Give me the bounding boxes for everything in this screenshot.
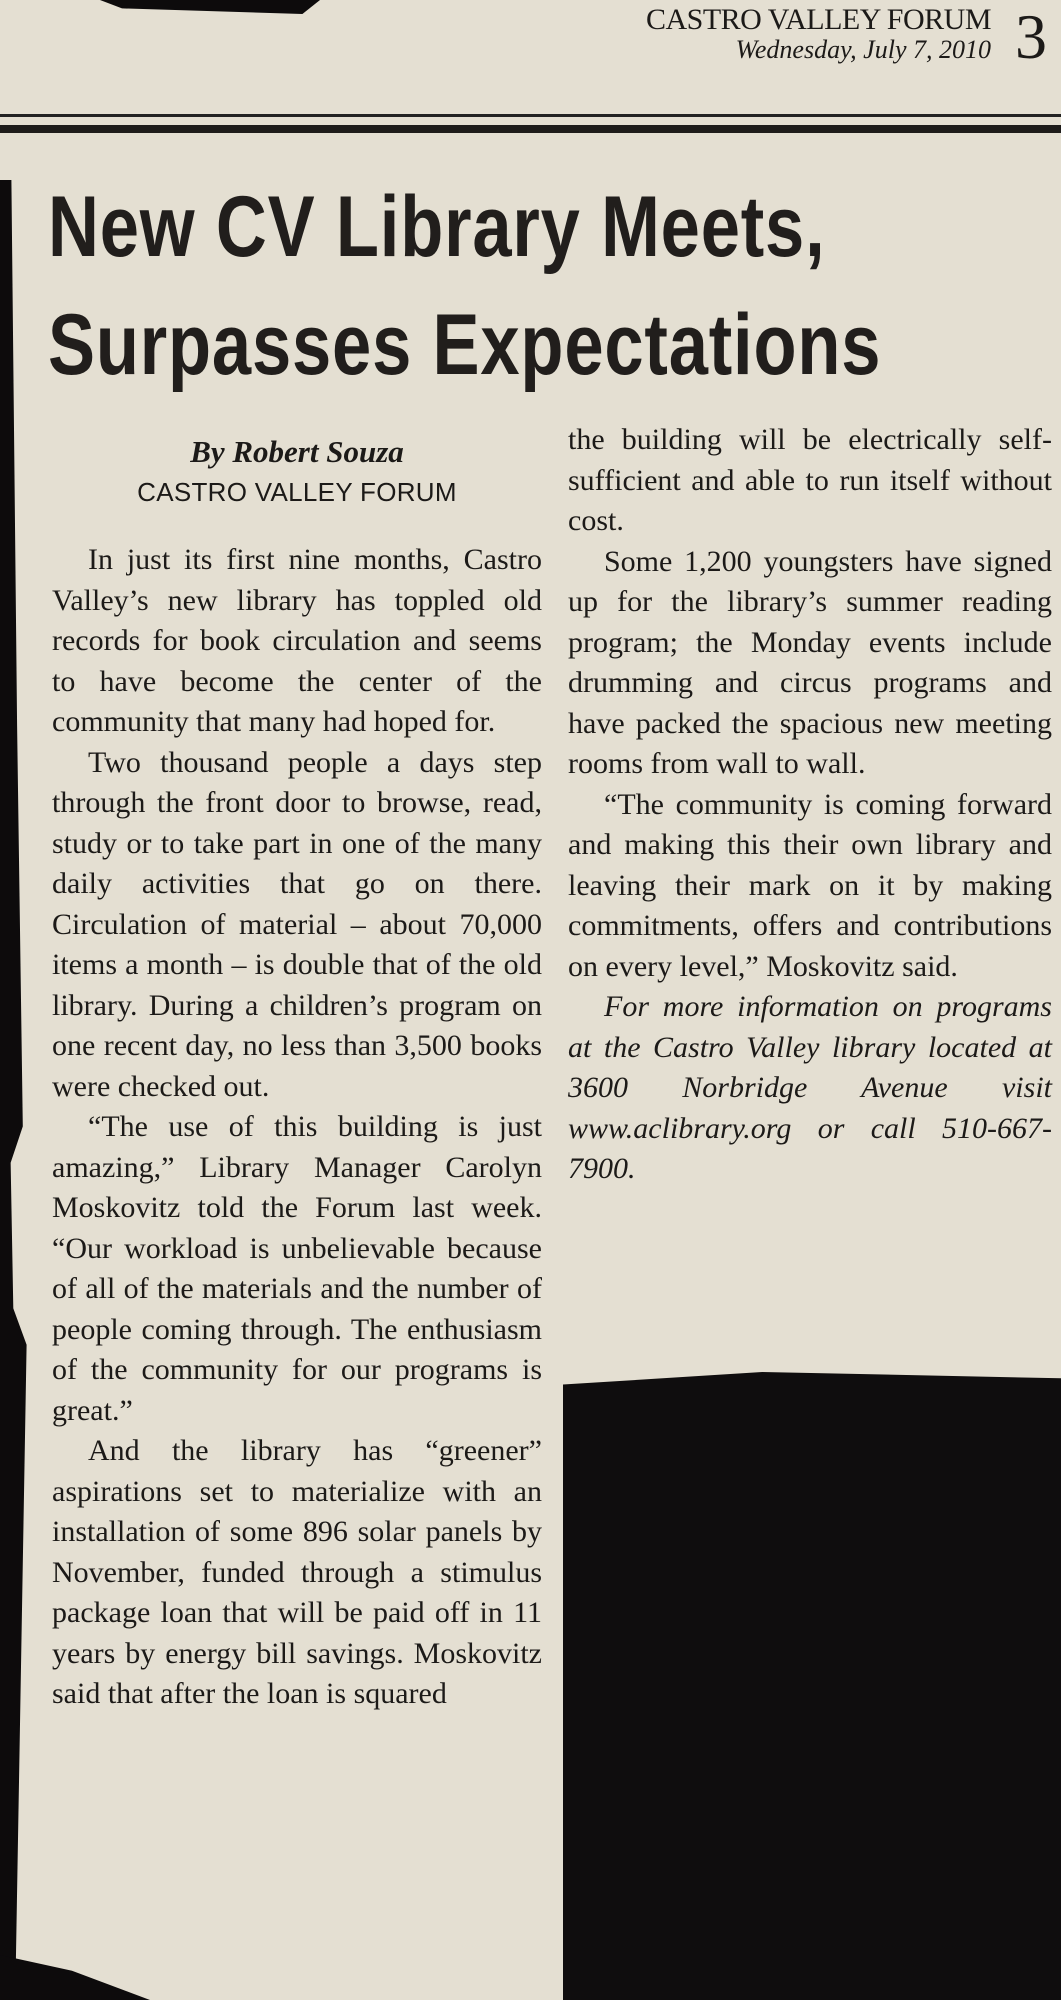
paragraph: Two thousand people a days step through the front door to browse, read, study or to take part in one of the many daily activities that go on there. Circulation of material – about 70,000 items a month – is double that of the old library. During a children’s program on one recent day, no less than 3,500 books were checked out. (52, 745, 542, 1103)
paragraph: “The use of this building is just amazing,” Library Manager Carolyn Moskovitz told the Forum last week. “Our workload is unbelievable because of all of the materials and the number of people coming through. The enthusiasm of the community for our programs is great.” (52, 1110, 542, 1427)
article-column-right (568, 420, 1052, 1190)
page-number: 3 (1015, 1, 1047, 72)
byline (52, 432, 542, 512)
byline-author: By Robert Souza (190, 434, 404, 469)
headline-line-2: Surpasses Expectations (48, 297, 882, 393)
background-showing-through (563, 1372, 1061, 2000)
article-headline (48, 168, 882, 404)
publication-name: CASTRO VALLEY FORUM (645, 3, 991, 36)
divider-rule-thick (0, 125, 1061, 133)
masthead (646, 4, 991, 63)
paragraph: And the library has “greener” aspirations set to materialize with an installation of some 896 solar panels by November, funded through a stimulus package loan that will be paid off in 11 years by energy bill savings. Moskovitz said that after the loan is squared (52, 1434, 542, 1710)
publication-date: Wednesday, July 7, 2010 (735, 34, 991, 64)
paragraph: In just its first nine months, Castro Valley’s new library has toppled old records for book circulation and seems to have become the center of the community that many had hoped for. (52, 543, 542, 738)
paragraph-continuation: the building will be electrically self-sufficient and able to run itself without cost. (568, 423, 1052, 537)
paragraph: Some 1,200 youngsters have signed up for the library’s summer reading program; the Monday events include drumming and circus programs and have packed the spacious new meeting rooms from wall to wall. (568, 544, 1052, 780)
info-note: For more information on programs at the Castro Valley library located at 3600 Norbridge Avenue visit www.aclibrary.org or call 510-667-7900. (568, 990, 1052, 1185)
article-column-left (52, 540, 542, 1715)
paragraph: “The community is coming forward and making this their own library and leaving their mark on it by making commitments, offers and contributions on every level,” Moskovitz said. (568, 787, 1052, 983)
byline-outlet: CASTRO VALLEY FORUM (137, 477, 457, 507)
headline-line-1: New CV Library Meets, (48, 179, 826, 275)
divider-rule-thin (0, 114, 1061, 117)
